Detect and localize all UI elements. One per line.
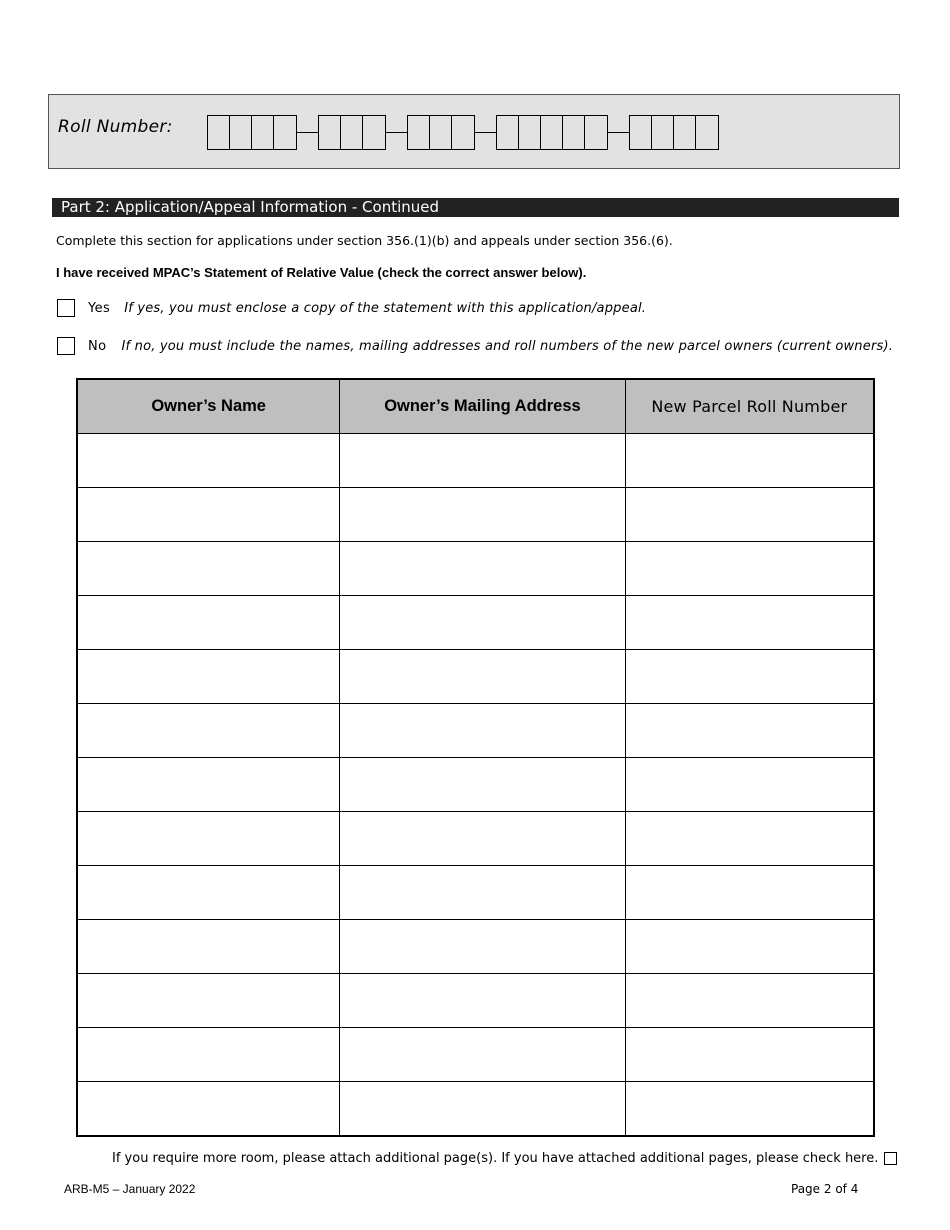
mailing-address-cell[interactable] — [340, 758, 625, 812]
roll-dash — [608, 132, 629, 133]
yes-label: Yes — [88, 300, 111, 316]
roll-digit-cell[interactable] — [519, 116, 541, 149]
table-row — [77, 434, 874, 488]
roll-digit-cell[interactable] — [674, 116, 696, 149]
roll-number-cell[interactable] — [625, 1028, 874, 1082]
roll-digit-group — [318, 115, 386, 150]
owner-name-cell[interactable] — [77, 974, 340, 1028]
owner-name-cell[interactable] — [77, 650, 340, 704]
table-row — [77, 920, 874, 974]
table-row — [77, 866, 874, 920]
header-mailing-address: Owner’s Mailing Address — [340, 379, 625, 434]
roll-number-cell[interactable] — [625, 650, 874, 704]
owner-name-cell[interactable] — [77, 596, 340, 650]
mailing-address-cell[interactable] — [340, 488, 625, 542]
roll-digit-cell[interactable] — [585, 116, 607, 149]
roll-number-cell[interactable] — [625, 542, 874, 596]
roll-number-box — [48, 94, 900, 169]
roll-digit-cell[interactable] — [319, 116, 341, 149]
roll-digit-cell[interactable] — [341, 116, 363, 149]
roll-digit-cell[interactable] — [696, 116, 718, 149]
roll-digit-cell[interactable] — [497, 116, 519, 149]
roll-number-cell[interactable] — [625, 434, 874, 488]
yes-checkbox[interactable] — [57, 299, 75, 317]
owner-name-cell[interactable] — [77, 542, 340, 596]
roll-number-label: Roll Number: — [58, 117, 173, 137]
mailing-address-cell[interactable] — [340, 920, 625, 974]
mpac-question: I have received MPAC’s Statement of Relative Value (check the correct answer below). — [56, 265, 587, 280]
header-owner-name: Owner’s Name — [77, 379, 340, 434]
roll-digit-cell[interactable] — [430, 116, 452, 149]
roll-dash — [475, 132, 496, 133]
roll-digit-cell[interactable] — [408, 116, 430, 149]
no-label: No — [88, 338, 107, 354]
roll-number-cell[interactable] — [625, 488, 874, 542]
table-row — [77, 488, 874, 542]
roll-dash — [297, 132, 318, 133]
yes-note: If yes, you must enclose a copy of the statement with this application/appeal. — [124, 300, 647, 316]
table-row — [77, 812, 874, 866]
roll-digit-cell[interactable] — [541, 116, 563, 149]
owner-name-cell[interactable] — [77, 488, 340, 542]
roll-number-cell[interactable] — [625, 974, 874, 1028]
mailing-address-cell[interactable] — [340, 974, 625, 1028]
roll-digit-cell[interactable] — [563, 116, 585, 149]
roll-digit-group — [407, 115, 475, 150]
no-note: If no, you must include the names, mailing addresses and roll numbers of the new parcel owners (current owners). — [121, 338, 894, 354]
roll-digit-cell[interactable] — [230, 116, 252, 149]
roll-digit-cell[interactable] — [252, 116, 274, 149]
roll-number-cell[interactable] — [625, 920, 874, 974]
owner-name-cell[interactable] — [77, 1082, 340, 1137]
roll-digit-group — [207, 115, 297, 150]
mailing-address-cell[interactable] — [340, 542, 625, 596]
roll-number-cell[interactable] — [625, 866, 874, 920]
owner-name-cell[interactable] — [77, 812, 340, 866]
table-row — [77, 596, 874, 650]
owner-name-cell[interactable] — [77, 704, 340, 758]
additional-pages-checkbox[interactable] — [884, 1152, 897, 1165]
section-intro: Complete this section for applications under section 356.(1)(b) and appeals under section 356.(6). — [56, 233, 673, 248]
mailing-address-cell[interactable] — [340, 812, 625, 866]
header-roll-number: New Parcel Roll Number — [625, 379, 874, 434]
option-no — [57, 337, 893, 355]
additional-pages-text: If you require more room, please attach additional page(s). If you have attached additional pages, please check here. — [112, 1151, 879, 1166]
roll-digit-cell[interactable] — [630, 116, 652, 149]
page-number: Page 2 of 4 — [791, 1182, 859, 1196]
table-header-row — [77, 379, 874, 434]
owner-name-cell[interactable] — [77, 434, 340, 488]
roll-digit-cell[interactable] — [208, 116, 230, 149]
roll-digit-cell[interactable] — [652, 116, 674, 149]
table-row — [77, 704, 874, 758]
form-id: ARB-M5 – January 2022 — [64, 1182, 196, 1196]
mailing-address-cell[interactable] — [340, 650, 625, 704]
additional-pages-note — [112, 1151, 897, 1166]
roll-digit-cell[interactable] — [274, 116, 296, 149]
roll-number-cell[interactable] — [625, 812, 874, 866]
section-header: Part 2: Application/Appeal Information - Continued — [52, 198, 899, 217]
option-yes — [57, 299, 646, 317]
mailing-address-cell[interactable] — [340, 704, 625, 758]
table-row — [77, 974, 874, 1028]
roll-digit-cell[interactable] — [363, 116, 385, 149]
owners-table — [76, 378, 875, 1137]
owners-table-body — [77, 434, 874, 1137]
roll-number-cell[interactable] — [625, 1082, 874, 1137]
roll-number-digits — [207, 115, 719, 150]
roll-digit-cell[interactable] — [452, 116, 474, 149]
roll-digit-group — [496, 115, 608, 150]
no-checkbox[interactable] — [57, 337, 75, 355]
table-row — [77, 542, 874, 596]
roll-number-cell[interactable] — [625, 596, 874, 650]
roll-digit-group — [629, 115, 719, 150]
mailing-address-cell[interactable] — [340, 596, 625, 650]
mailing-address-cell[interactable] — [340, 866, 625, 920]
owner-name-cell[interactable] — [77, 758, 340, 812]
roll-number-cell[interactable] — [625, 758, 874, 812]
mailing-address-cell[interactable] — [340, 1028, 625, 1082]
roll-dash — [386, 132, 407, 133]
owner-name-cell[interactable] — [77, 920, 340, 974]
owner-name-cell[interactable] — [77, 866, 340, 920]
table-row — [77, 758, 874, 812]
table-row — [77, 1028, 874, 1082]
table-row — [77, 650, 874, 704]
roll-number-cell[interactable] — [625, 704, 874, 758]
mailing-address-cell[interactable] — [340, 434, 625, 488]
table-row — [77, 1082, 874, 1137]
mailing-address-cell[interactable] — [340, 1082, 625, 1137]
owner-name-cell[interactable] — [77, 1028, 340, 1082]
